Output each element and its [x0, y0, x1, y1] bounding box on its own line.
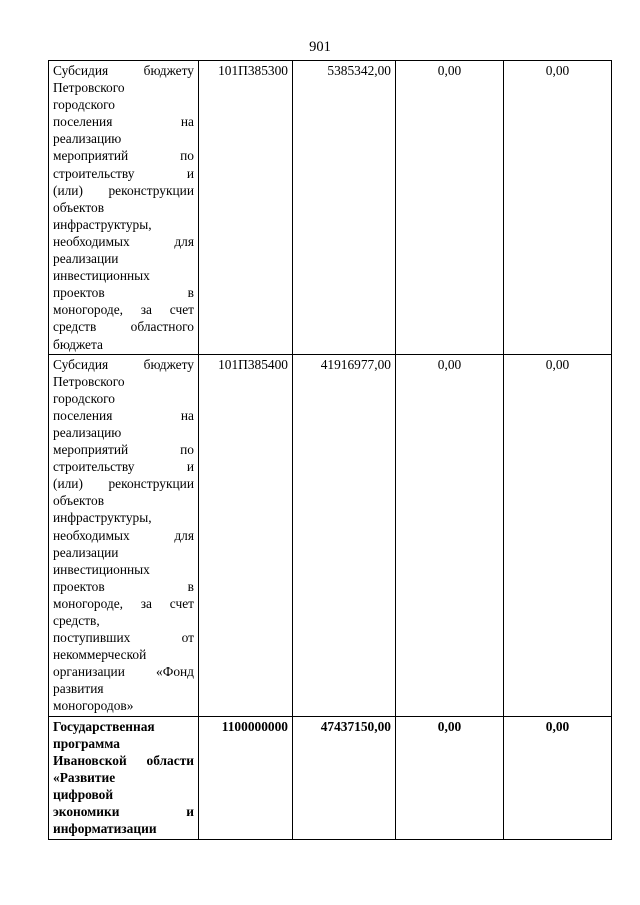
row-name-line: (или) реконструкции [53, 182, 194, 198]
row-sum2-cell: 0,00 [396, 61, 504, 355]
row-name-line: Ивановской области [53, 752, 194, 768]
row-name-line: объектов [53, 199, 105, 215]
row-code-cell: 1100000000 [199, 716, 293, 840]
table-row [49, 716, 612, 840]
row-name-line: средств областного [53, 319, 194, 335]
row-name-line: инфраструктуры, [53, 216, 152, 232]
row-name-line: поступивших от [53, 630, 194, 646]
row-name-line: инвестиционных [53, 268, 150, 284]
row-name-line: мероприятий по [53, 442, 194, 458]
row-sum3-cell: 0,00 [504, 354, 612, 716]
row-name-line: поселения на [53, 407, 194, 423]
row-name-line: поселения на [53, 114, 194, 130]
row-name-line: развития [53, 681, 104, 697]
row-name-line: (или) реконструкции [53, 476, 194, 492]
row-name-line: Субсидия бюджету [53, 63, 194, 78]
table-row [49, 61, 612, 355]
row-name-line: моногороде, за счет [53, 302, 194, 318]
row-name-cell [49, 61, 199, 355]
budget-table [48, 60, 612, 840]
row-name-line: Государственная [53, 718, 155, 734]
row-name-line: строительству и [53, 165, 194, 181]
row-name-line: бюджета [53, 336, 103, 352]
row-name-cell [49, 354, 199, 716]
row-name-line: мероприятий по [53, 148, 194, 164]
row-name-line: объектов [53, 493, 105, 509]
row-name-line: организации «Фонд [53, 664, 194, 680]
row-name-line: реализацию [53, 424, 122, 440]
row-name-line: инвестиционных [53, 561, 150, 577]
table-body [49, 61, 612, 840]
row-name-line: экономики и [53, 804, 194, 820]
row-code-cell: 101П385300 [199, 61, 293, 355]
row-name-line: инфраструктуры, [53, 510, 152, 526]
row-name-line: программа [53, 735, 120, 751]
row-sum1-cell: 47437150,00 [293, 716, 396, 840]
row-name-line: «Развитие [53, 769, 116, 785]
row-name-line: необходимых для [53, 527, 194, 543]
row-name-line: реализации [53, 544, 119, 560]
row-name-line: моногородов» [53, 698, 134, 714]
table-row [49, 354, 612, 716]
page-number: 901 [309, 39, 331, 55]
row-sum2-cell: 0,00 [396, 354, 504, 716]
row-name-line: цифровой [53, 786, 114, 802]
row-sum3-cell: 0,00 [504, 716, 612, 840]
row-name-cell [49, 716, 199, 840]
row-name-line: моногороде, за счет [53, 595, 194, 611]
row-name-line: Петровского [53, 80, 125, 96]
row-name-line: проектов в [53, 285, 194, 301]
row-name-line: информатизации [53, 821, 157, 837]
row-name-line: городского [53, 97, 115, 113]
row-name-line: средств, [53, 613, 100, 628]
row-name-line: проектов в [53, 578, 194, 594]
row-sum3-cell: 0,00 [504, 61, 612, 355]
row-name-line: Субсидия бюджету [53, 356, 194, 372]
row-name-line: реализации [53, 251, 119, 267]
row-sum1-cell: 41916977,00 [293, 354, 396, 716]
row-name-line: необходимых для [53, 233, 194, 249]
row-name-line: строительству и [53, 459, 194, 475]
row-name-line: Петровского [53, 373, 125, 389]
row-name-line: реализацию [53, 131, 122, 147]
row-name-line: городского [53, 390, 115, 406]
row-code-cell: 101П385400 [199, 354, 293, 716]
row-sum1-cell: 5385342,00 [293, 61, 396, 355]
row-name-line: некоммерческой [53, 647, 147, 663]
row-sum2-cell: 0,00 [396, 716, 504, 840]
